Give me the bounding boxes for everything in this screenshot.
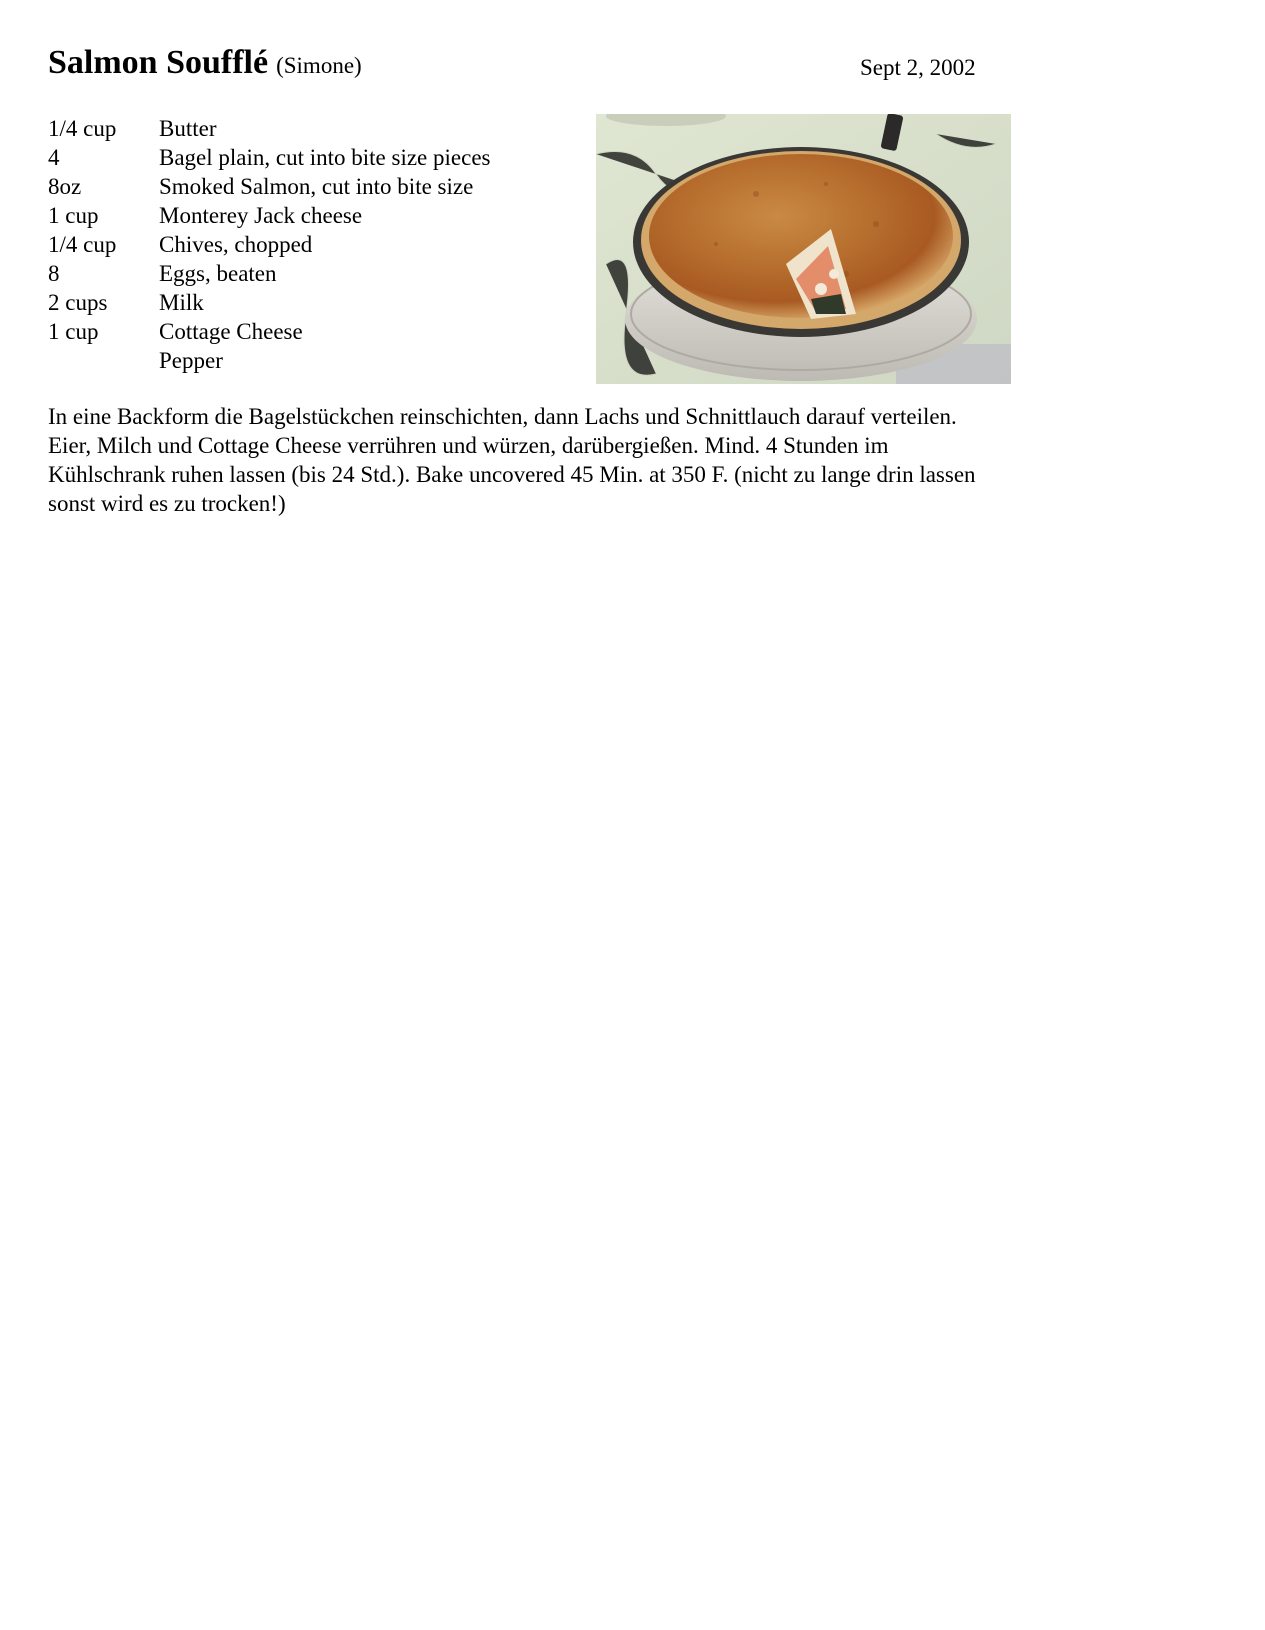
ingredient-quantity: 2 cups <box>48 290 108 315</box>
ingredient-quantity: 1/4 cup <box>48 116 117 141</box>
ingredient-name: Chives, chopped <box>159 232 313 257</box>
ingredient-name: Milk <box>159 290 204 315</box>
ingredient-name: Smoked Salmon, cut into bite size <box>159 174 474 199</box>
recipe-title: Salmon Soufflé <box>48 44 269 81</box>
recipe-date: Sept 2, 2002 <box>860 55 976 80</box>
ingredient-quantity: 1/4 cup <box>48 232 117 257</box>
ingredient-row <box>48 317 490 346</box>
ingredient-row <box>48 230 490 259</box>
ingredient-name: Bagel plain, cut into bite size pieces <box>159 145 491 170</box>
ingredient-quantity: 1 cup <box>48 203 99 228</box>
ingredient-row <box>48 201 490 230</box>
ingredient-row <box>48 114 490 143</box>
ingredient-name: Butter <box>159 116 217 141</box>
souffle-photo <box>596 114 1011 384</box>
ingredient-name: Pepper <box>159 348 223 373</box>
ingredient-row <box>48 346 490 375</box>
ingredient-name: Eggs, beaten <box>159 261 277 286</box>
ingredient-row <box>48 172 490 201</box>
title-line <box>48 44 362 82</box>
ingredient-quantity: 4 <box>48 145 60 170</box>
recipe-author: (Simone) <box>276 53 362 78</box>
ingredient-quantity: 8 <box>48 261 60 286</box>
ingredient-row <box>48 288 490 317</box>
ingredient-quantity: 8oz <box>48 174 82 199</box>
ingredient-name: Monterey Jack cheese <box>159 203 363 228</box>
ingredient-list <box>48 114 490 375</box>
ingredient-name: Cottage Cheese <box>159 319 303 344</box>
ingredient-row <box>48 259 490 288</box>
ingredient-quantity: 1 cup <box>48 319 99 344</box>
ingredient-row <box>48 143 490 172</box>
recipe-instructions: In eine Backform die Bagelstückchen reinschichten, dann Lachs und Schnittlauch darauf verteilen. Eier, Milch und Cottage Cheese verrühren und würzen, darübergießen. Mind. 4 Stunden im Kühlschrank ruhen lassen (bis 24 Std.). Bake uncovered 45 Min. at 350 F. (nicht zu lange drin lassen sonst wird es zu trocken!) <box>48 404 976 516</box>
ingredient-quantity <box>48 346 159 375</box>
